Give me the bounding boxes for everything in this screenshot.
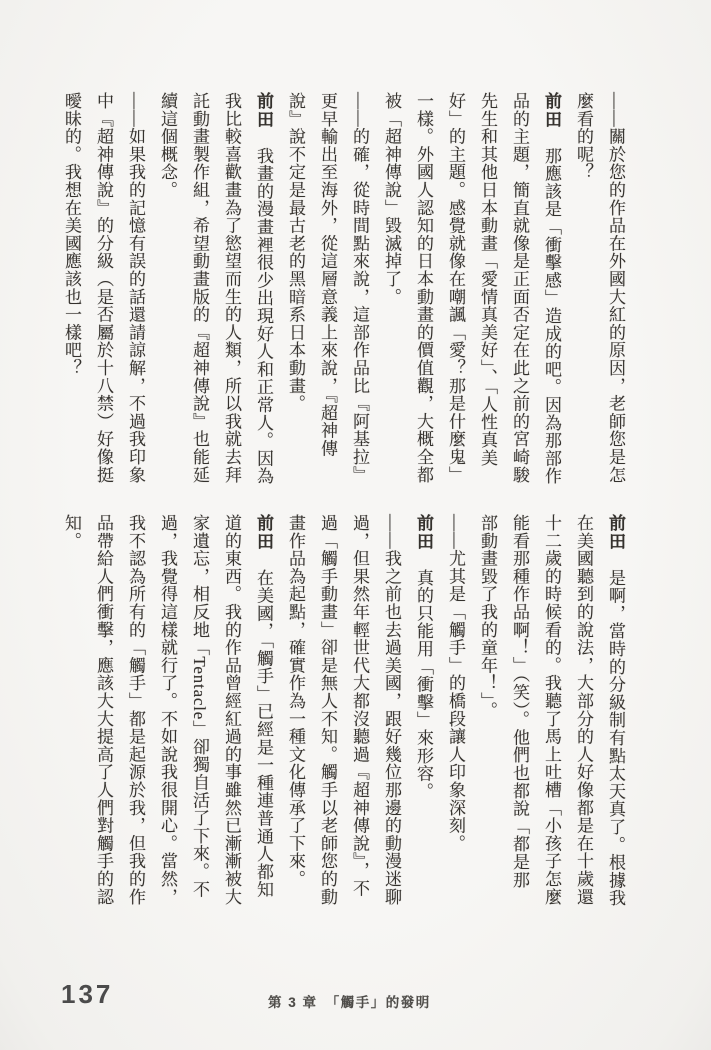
speaker-name: 前田 xyxy=(542,92,561,129)
text-column: 麼看的呢？ xyxy=(574,92,593,181)
text-column: 能看那種作品啊！」（笑）。他們也都說「都是那 xyxy=(510,514,529,889)
text-column: 我不認為所有的「觸手」都是起源於我，但我的作 xyxy=(126,514,145,906)
text-column: 前田 在美國，「觸手」已經是一種連普通人都知 xyxy=(254,514,273,899)
text-column: ——尤其是「觸手」的橋段讓人印象深刻。 xyxy=(446,514,465,853)
text-column: 說』說不定是最古老的黑暗系日本動畫。 xyxy=(286,92,305,413)
chapter-title: 第 3 章 「觸手」的發明 xyxy=(268,995,431,1010)
interview-section-bottom xyxy=(55,514,631,912)
text-column: 中『超神傳說』的分級（是否屬於十八禁）好像挺 xyxy=(94,92,113,484)
text-column: 前田 那應該是「衝擊感」造成的吧。因為那部作 xyxy=(542,92,561,485)
text-column: 品的主題，簡直就像是正面否定在此之前的宮崎駿 xyxy=(510,92,529,484)
text-column: ——的確，從時間點來說，這部作品比『阿基拉』 xyxy=(350,92,369,484)
text-column: 我比較喜歡畫為了慾望而生的人類，所以我就去拜 xyxy=(222,92,241,484)
text-column: ——我之前也去過美國，跟好幾位那邊的動漫迷聊 xyxy=(382,514,401,906)
text-column: 品帶給人們衝擊，應該大大提高了人們對觸手的認 xyxy=(94,514,113,906)
text-column: 在美國聽到的說法，大部分的人好像都是在十歲還 xyxy=(574,514,593,906)
text-column: 前田 真的只能用「衝擊」來形容。 xyxy=(414,514,433,801)
text-column: 續這個概念。 xyxy=(158,92,177,199)
text-column: 畫作品為起點，確實作為一種文化傳承了下來。 xyxy=(286,514,305,888)
speaker-name: 前田 xyxy=(414,514,433,551)
speaker-name: 前田 xyxy=(606,514,625,551)
text-column: 十二歲的時候看的。我聽了馬上吐槽「小孩子怎麼 xyxy=(542,514,561,906)
text-column: 前田 我畫的漫畫裡很少出現好人和正常人。因為 xyxy=(254,92,273,485)
text-column: 先生和其他日本動畫「愛情真美好」、「人性真美 xyxy=(478,92,497,467)
speaker-name: 前田 xyxy=(254,514,273,551)
text-column: 更早輸出至海外，從這層意義上來說，『超神傳 xyxy=(318,92,337,458)
text-column: 曖昧的。我想在美國應該也一樣吧？ xyxy=(62,92,81,377)
text-column: 託動畫製作組，希望動畫版的『超神傳說』也能延 xyxy=(190,92,209,484)
text-column: 被「超神傳說」毀滅掉了。 xyxy=(382,92,401,306)
text-column: ——如果我的記憶有誤的話還請諒解，不過我印象 xyxy=(126,92,145,484)
text-column: 過「觸手動畫」卻是無人不知。觸手以老師您的動 xyxy=(318,514,337,906)
text-column: 一樣。外國人認知的日本動畫的價值觀，大概全都 xyxy=(414,92,433,484)
page-number: 137 xyxy=(61,979,114,1009)
text-column: 過，但果然年輕世代大都沒聽過『超神傳說』，不 xyxy=(350,514,369,898)
text-column: 家遺忘，相反地「Tentacle」卻獨自活了下來。不 xyxy=(190,514,209,899)
text-column: 知。 xyxy=(62,514,81,550)
speaker-name: 前田 xyxy=(254,92,273,129)
text-column: 好」的主題。感覺就像在嘲諷「愛？那是什麼鬼」 xyxy=(446,92,465,484)
text-column: 前田 是啊，當時的分級制有點太天真了。根據我 xyxy=(606,514,625,907)
text-column: 道的東西。我的作品曾經紅過的事雖然已漸漸被大 xyxy=(222,514,241,906)
interview-section-top xyxy=(55,92,631,490)
text-column: 部動畫毀了我的童年！」。 xyxy=(478,514,497,720)
text-column: ——關於您的作品在外國大紅的原因，老師您是怎 xyxy=(606,92,625,484)
text-column: 過，我覺得這樣就行了。不如說我很開心。當然， xyxy=(158,514,177,906)
